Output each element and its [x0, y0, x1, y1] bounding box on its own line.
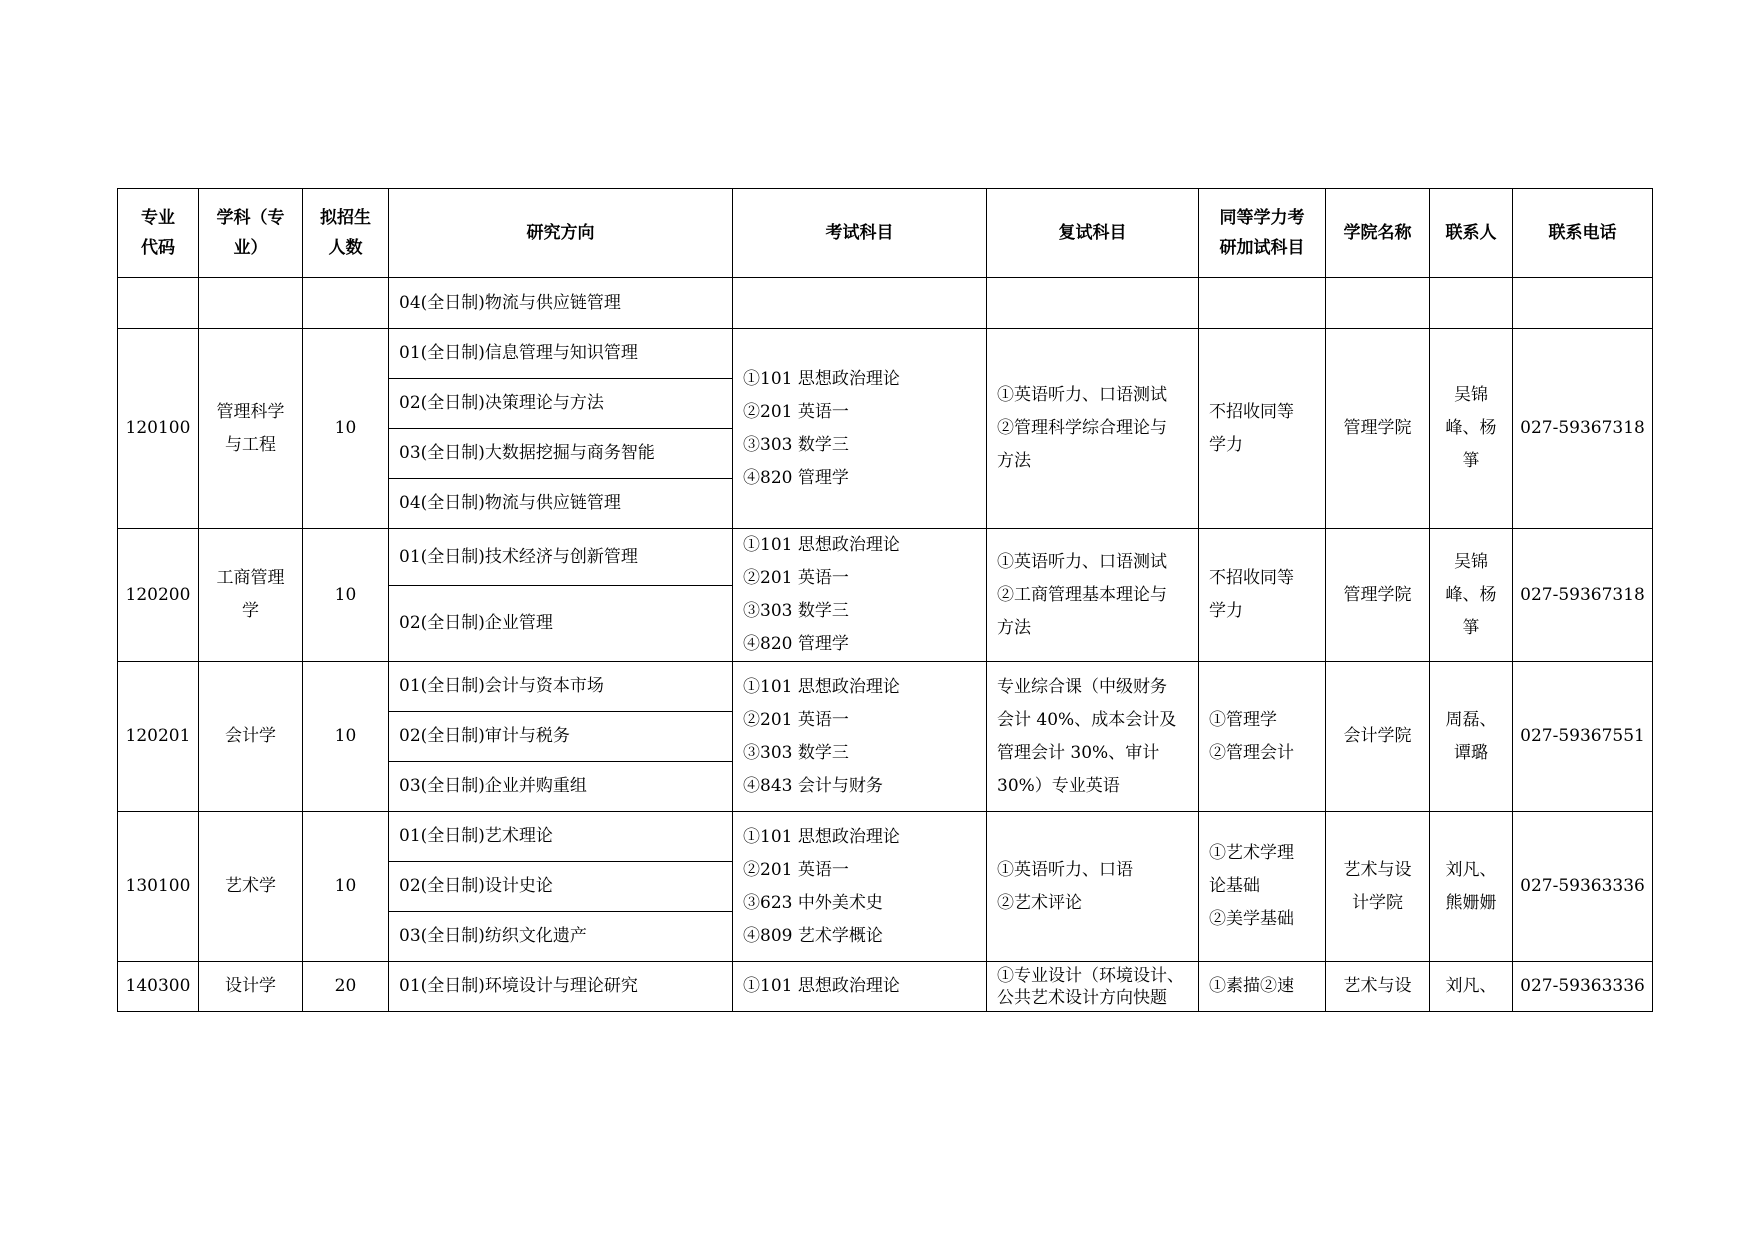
header-direction: 研究方向	[389, 189, 733, 278]
header-retest: 复试科目	[987, 189, 1199, 278]
subject-cell: 设计学	[199, 962, 303, 1012]
direction-cell: 04(全日制)物流与供应链管理	[389, 479, 733, 529]
phone-cell: 027-59367318	[1513, 329, 1653, 529]
header-exam: 考试科目	[733, 189, 987, 278]
exam-cell: ①101 思想政治理论 ②201 英语一 ③303 数学三 ④820 管理学	[733, 529, 987, 662]
college-cell: 艺术与设	[1326, 962, 1430, 1012]
contact-cell: 周磊、 谭璐	[1430, 662, 1513, 812]
direction-cell: 02(全日制)审计与税务	[389, 712, 733, 762]
cell-empty	[1199, 278, 1326, 329]
cell-empty	[987, 278, 1199, 329]
extra-cell: ①艺术学理 论基础 ②美学基础	[1199, 812, 1326, 962]
direction-cell: 04(全日制)物流与供应链管理	[389, 278, 733, 329]
cell-empty	[1430, 278, 1513, 329]
enroll-cell: 10	[303, 812, 389, 962]
retest-cell: ①英语听力、口语测试 ②管理科学综合理论与 方法	[987, 329, 1199, 529]
table-row	[118, 662, 1653, 712]
table-row	[118, 329, 1653, 379]
direction-cell: 03(全日制)纺织文化遗产	[389, 912, 733, 962]
college-cell: 艺术与设 计学院	[1326, 812, 1430, 962]
phone-cell: 027-59367551	[1513, 662, 1653, 812]
table-row	[118, 529, 1653, 586]
table-row	[118, 278, 1653, 329]
contact-cell: 刘凡、 熊姗姗	[1430, 812, 1513, 962]
extra-cell: 不招收同等 学力	[1199, 329, 1326, 529]
contact-cell: 吴锦 峰、杨 箏	[1430, 529, 1513, 662]
cell-empty	[199, 278, 303, 329]
cell-empty	[118, 278, 199, 329]
admissions-table	[117, 188, 1653, 1012]
retest-cell: ①英语听力、口语 ②艺术评论	[987, 812, 1199, 962]
enroll-cell: 10	[303, 329, 389, 529]
subject-cell: 工商管理 学	[199, 529, 303, 662]
header-college: 学院名称	[1326, 189, 1430, 278]
direction-cell: 01(全日制)会计与资本市场	[389, 662, 733, 712]
direction-cell: 01(全日制)艺术理论	[389, 812, 733, 862]
enroll-cell: 10	[303, 662, 389, 812]
subject-cell: 艺术学	[199, 812, 303, 962]
direction-cell: 02(全日制)决策理论与方法	[389, 379, 733, 429]
retest-cell: ①英语听力、口语测试 ②工商管理基本理论与 方法	[987, 529, 1199, 662]
admissions-table-sheet	[117, 188, 1652, 1012]
retest-cell: ①专业设计（环境设计、 公共艺术设计方向快题	[987, 962, 1199, 1012]
header-contact: 联系人	[1430, 189, 1513, 278]
college-cell: 会计学院	[1326, 662, 1430, 812]
exam-cell: ①101 思想政治理论 ②201 英语一 ③623 中外美术史 ④809 艺术学概论	[733, 812, 987, 962]
exam-cell: ①101 思想政治理论	[733, 962, 987, 1012]
extra-cell: ①管理学 ②管理会计	[1199, 662, 1326, 812]
retest-cell: 专业综合课（中级财务 会计 40%、成本会计及 管理会计 30%、审计 30%）专业英语	[987, 662, 1199, 812]
table-row	[118, 962, 1653, 1012]
table-row	[118, 812, 1653, 862]
enroll-cell: 20	[303, 962, 389, 1012]
subject-cell: 会计学	[199, 662, 303, 812]
direction-cell: 03(全日制)企业并购重组	[389, 762, 733, 812]
enroll-cell: 10	[303, 529, 389, 662]
code-cell: 130100	[118, 812, 199, 962]
direction-cell: 03(全日制)大数据挖掘与商务智能	[389, 429, 733, 479]
header-enroll: 拟招生 人数	[303, 189, 389, 278]
header-extra: 同等学力考 研加试科目	[1199, 189, 1326, 278]
cell-empty	[1326, 278, 1430, 329]
exam-cell: ①101 思想政治理论 ②201 英语一 ③303 数学三 ④843 会计与财务	[733, 662, 987, 812]
direction-cell: 01(全日制)信息管理与知识管理	[389, 329, 733, 379]
cell-empty	[1513, 278, 1653, 329]
header-phone: 联系电话	[1513, 189, 1653, 278]
header-row	[118, 189, 1653, 278]
header-subject: 学科（专 业）	[199, 189, 303, 278]
subject-cell: 管理科学 与工程	[199, 329, 303, 529]
direction-cell: 02(全日制)企业管理	[389, 586, 733, 662]
phone-cell: 027-59363336	[1513, 962, 1653, 1012]
extra-cell: ①素描②速	[1199, 962, 1326, 1012]
direction-cell: 02(全日制)设计史论	[389, 862, 733, 912]
extra-cell: 不招收同等 学力	[1199, 529, 1326, 662]
header-code: 专业 代码	[118, 189, 199, 278]
code-cell: 120200	[118, 529, 199, 662]
college-cell: 管理学院	[1326, 329, 1430, 529]
phone-cell: 027-59363336	[1513, 812, 1653, 962]
direction-cell: 01(全日制)环境设计与理论研究	[389, 962, 733, 1012]
cell-empty	[303, 278, 389, 329]
direction-cell: 01(全日制)技术经济与创新管理	[389, 529, 733, 586]
contact-cell: 吴锦 峰、杨 箏	[1430, 329, 1513, 529]
cell-empty	[733, 278, 987, 329]
code-cell: 120201	[118, 662, 199, 812]
code-cell: 120100	[118, 329, 199, 529]
code-cell: 140300	[118, 962, 199, 1012]
college-cell: 管理学院	[1326, 529, 1430, 662]
phone-cell: 027-59367318	[1513, 529, 1653, 662]
contact-cell: 刘凡、	[1430, 962, 1513, 1012]
exam-cell: ①101 思想政治理论 ②201 英语一 ③303 数学三 ④820 管理学	[733, 329, 987, 529]
